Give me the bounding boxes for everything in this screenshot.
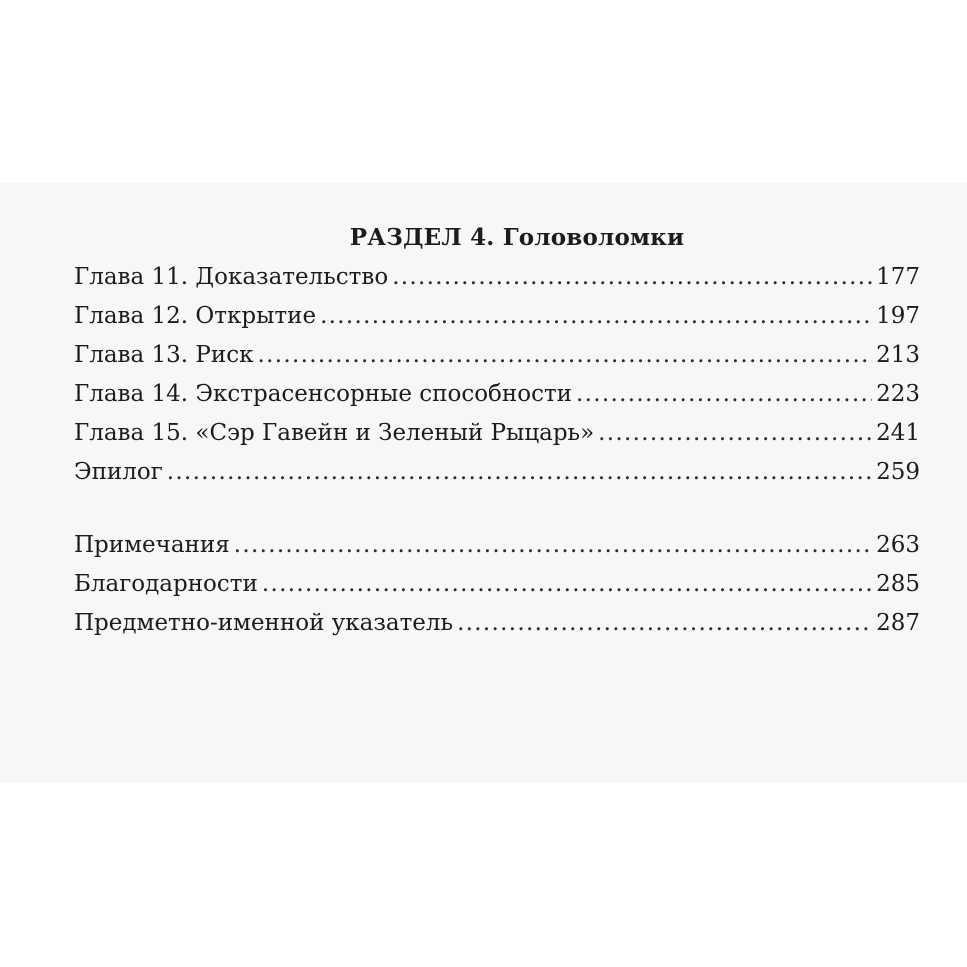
toc-entry-page: 177 <box>876 264 920 290</box>
toc-entry-page: 223 <box>876 381 920 407</box>
dot-leader <box>234 526 872 565</box>
toc-entry-label: Благодарности <box>74 571 258 597</box>
toc-entry-label: Примечания <box>74 532 230 558</box>
toc-entry-acknowledgements <box>74 565 920 604</box>
dot-leader <box>392 258 872 297</box>
dot-leader <box>320 297 872 336</box>
toc-entry-chapter-15 <box>74 414 920 453</box>
toc-entry-label: Предметно-именной указатель <box>74 610 454 636</box>
toc-entry-page: 263 <box>876 532 920 558</box>
toc-entry-chapter-12 <box>74 297 920 336</box>
toc-entry-label: Глава 13. Риск <box>74 342 254 368</box>
dot-leader <box>257 336 872 375</box>
toc-entry-label: Глава 14. Экстрасенсорные способности <box>74 381 573 407</box>
toc-entry-chapter-14 <box>74 375 920 414</box>
toc-entry-page: 259 <box>876 459 920 485</box>
toc-entry-label: Глава 12. Открытие <box>74 303 317 329</box>
toc-entry-page: 241 <box>876 420 920 446</box>
dot-leader <box>262 565 872 604</box>
toc-entry-page: 285 <box>876 571 920 597</box>
dot-leader <box>167 453 872 492</box>
dot-leader <box>457 604 872 643</box>
dot-leader <box>576 375 872 414</box>
toc-entry-chapter-13 <box>74 336 920 375</box>
table-of-contents <box>74 218 920 643</box>
toc-entry-notes <box>74 526 920 565</box>
section-title: РАЗДЕЛ 4. Головоломки <box>349 224 685 251</box>
toc-entry-chapter-11 <box>74 258 920 297</box>
toc-entry-label: Глава 11. Доказательство <box>74 264 389 290</box>
toc-entry-page: 213 <box>876 342 920 368</box>
toc-entry-epilogue <box>74 453 920 492</box>
toc-entry-index <box>74 604 920 643</box>
toc-entry-page: 197 <box>876 303 920 329</box>
dot-leader <box>598 414 872 453</box>
toc-entry-page: 287 <box>876 610 920 636</box>
spacer <box>74 492 920 526</box>
toc-entry-label: Эпилог <box>74 459 163 485</box>
toc-entry-label: Глава 15. «Сэр Гавейн и Зеленый Рыцарь» <box>74 420 595 446</box>
